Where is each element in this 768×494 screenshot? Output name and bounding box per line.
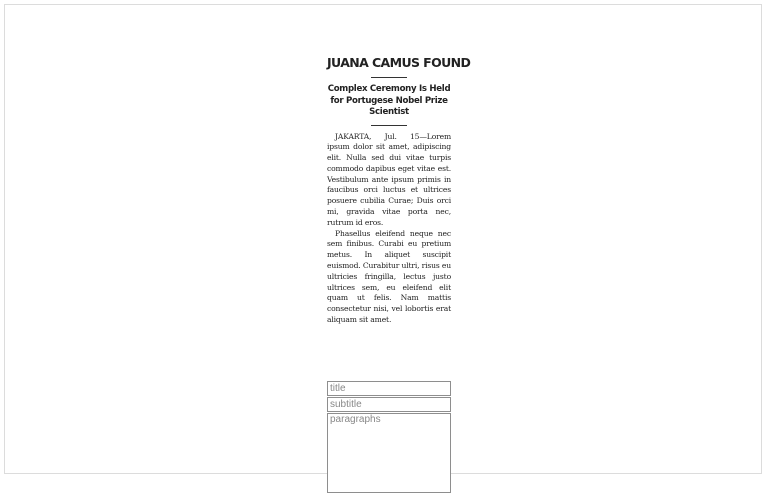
article-body bbox=[327, 132, 451, 326]
article-subtitle: Complex Ceremony Is Held for Portugese Nobel Prize Scientist bbox=[327, 84, 451, 117]
article-paragraph: JAKARTA, Jul. 15—Lorem ipsum dolor sit amet, adipiscing elit. Nulla sed dui vitae turpis commodo dapibus eget vitae est. Vestibulum ante ipsum primis in faucibus orci luctus et ultrices posuere cubilia Curae; Duis orci mi, gravida vitae porta nec, rutrum id eros. bbox=[327, 131, 451, 227]
newspaper-article bbox=[327, 55, 471, 326]
title-input[interactable] bbox=[327, 381, 451, 396]
article-editor-form bbox=[327, 381, 451, 494]
article-title: JUANA CAMUS FOUND bbox=[327, 55, 471, 70]
page-frame bbox=[4, 4, 762, 474]
subtitle-divider bbox=[371, 125, 407, 126]
article-paragraph: Phasellus eleifend neque nec sem finibus. Curabi eu pretium metus. In aliquet suscipit euismod. Curabitur ultri, risus eu ultricies fringilla, lectus justo ultrices sem, eu eleifend elit quam ut felis. Nam mattis consectetur nisi, vel lobortis erat aliquam sit amet. bbox=[327, 228, 452, 325]
paragraphs-textarea[interactable] bbox=[327, 413, 451, 493]
title-divider bbox=[371, 77, 407, 78]
subtitle-input[interactable] bbox=[327, 397, 451, 412]
